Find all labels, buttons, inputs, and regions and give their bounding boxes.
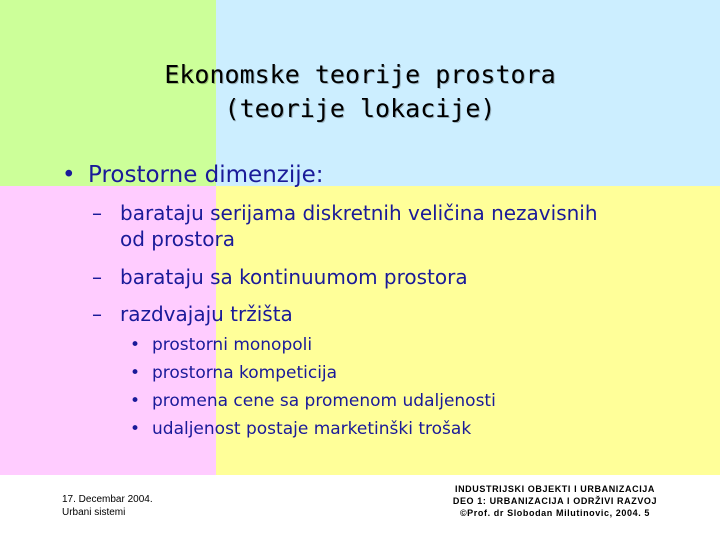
sub-bullet-3-text: razdvajaju tržišta [120,302,293,326]
footer-author-line [420,507,690,519]
sub-bullet-3 [92,301,692,327]
footer-subject: Urbani sistemi [62,507,126,518]
sub-bullet-1 [92,200,692,252]
sub-sub-bullet-4 [130,418,471,440]
sub-sub-bullet-1-text: prostorni monopoli [152,335,313,355]
sub-sub-bullet-4-text: udaljenost postaje marketinški trošak [152,419,472,439]
slide-title-line-1: Ekonomske teorije prostora [164,60,556,89]
bullet-dot-icon: • [130,391,141,411]
dash-icon: – [92,201,102,225]
sub-sub-bullet-3 [130,390,496,412]
sub-sub-bullet-2-text: prostorna kompeticija [152,363,338,383]
sub-bullet-2 [92,264,692,290]
main-bullet [62,160,324,190]
dash-icon: – [92,302,102,326]
sub-sub-bullet-3-text: promena cene sa promenom udaljenosti [152,391,496,411]
footer-left [62,493,153,519]
footer-right [420,483,690,519]
sub-bullet-1-text-line-2: od prostora [120,227,235,251]
footer-course-line-1: INDUSTRIJSKI OBJEKTI I URBANIZACIJA [454,484,655,494]
bullet-dot-icon: • [130,363,141,383]
page-number: 5 [644,508,651,518]
footer-date: 17. Decembar 2004. [62,494,153,505]
sub-bullet-2-text: barataju sa kontinuumom prostora [120,265,468,289]
footer-course-line-2: DEO 1: URBANIZACIJA I ODRŽIVI RAZVOJ [452,496,658,506]
footer-author: ©Prof. dr Slobodan Milutinovic, 2004. [459,508,642,518]
bullet-dot-icon: • [130,419,141,439]
sub-sub-bullet-1 [130,334,312,356]
bullet-dot-icon: • [62,162,76,188]
sub-bullet-1-text-line-1: barataju serijama diskretnih veličina nezavisnih [120,201,598,225]
bullet-dot-icon: • [130,335,141,355]
dash-icon: – [92,265,102,289]
slide-title-line-2: (teorije lokacije) [224,94,496,123]
sub-sub-bullet-2 [130,362,337,384]
main-bullet-text: Prostorne dimenzije: [88,162,324,188]
